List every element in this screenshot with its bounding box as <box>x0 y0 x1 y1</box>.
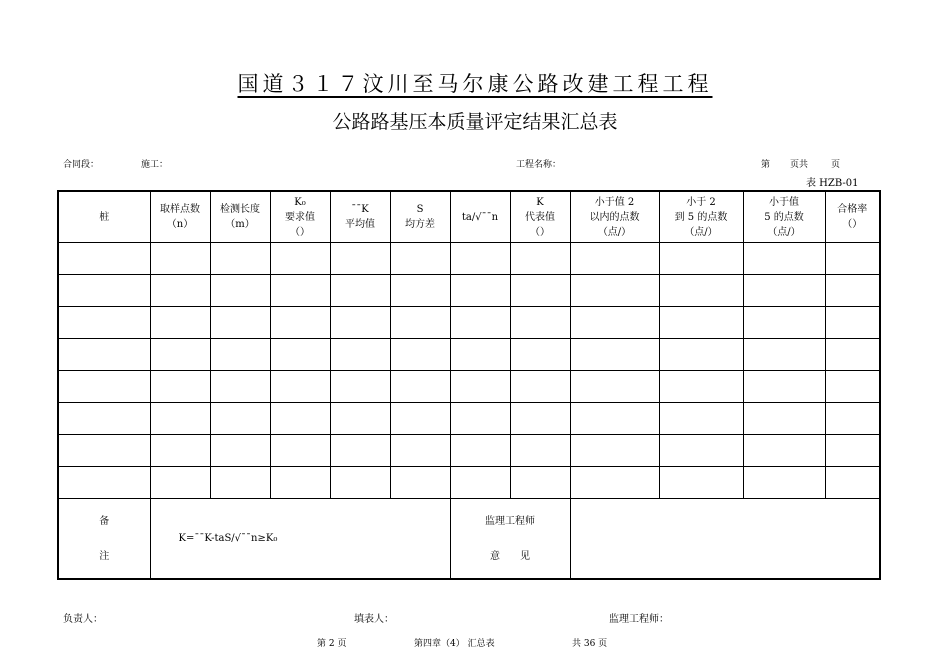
table-row <box>58 243 880 275</box>
table-cell[interactable] <box>743 435 825 467</box>
table-cell[interactable] <box>150 307 210 339</box>
supervisor-cell <box>450 499 570 580</box>
table-cell[interactable] <box>210 275 270 307</box>
table-cell[interactable] <box>450 435 510 467</box>
header-row <box>58 191 880 243</box>
table-cell[interactable] <box>330 467 390 499</box>
header-line: 桩 <box>99 211 110 223</box>
table-cell[interactable] <box>270 307 330 339</box>
header-line: 检测长度 <box>220 204 260 215</box>
table-cell[interactable] <box>210 435 270 467</box>
table-cell[interactable] <box>390 275 450 307</box>
header-line: （n） <box>166 219 194 230</box>
table-row <box>58 435 880 467</box>
header-line: 5 的点数 <box>764 211 804 223</box>
table-cell[interactable] <box>659 435 743 467</box>
header-cell <box>825 191 880 243</box>
table-cell[interactable] <box>390 435 450 467</box>
table-cell[interactable] <box>210 307 270 339</box>
table-cell[interactable] <box>210 339 270 371</box>
contract-label: 合同段： <box>63 160 100 170</box>
table-cell[interactable] <box>825 339 880 371</box>
header-line: K <box>536 196 544 208</box>
header-cell <box>150 191 210 243</box>
table-cell[interactable] <box>743 307 825 339</box>
supervisor-label: 监理工程师 <box>485 515 535 527</box>
footer-responsible: 负责人： <box>63 614 103 625</box>
page-number: 第 2 页 <box>317 639 347 649</box>
table-cell[interactable] <box>210 403 270 435</box>
table-cell[interactable] <box>570 275 659 307</box>
header-line: 小于值 2 <box>594 196 635 208</box>
table-cell[interactable] <box>825 307 880 339</box>
header-cell <box>390 191 450 243</box>
page-label-3: 页 <box>831 160 841 170</box>
table-cell[interactable] <box>270 275 330 307</box>
table-cell[interactable] <box>510 403 570 435</box>
header-line: 以内的点数 <box>589 211 640 223</box>
header-line: ¯¯K <box>351 204 369 215</box>
header-line: 要求值 <box>285 211 315 223</box>
table-cell[interactable] <box>510 467 570 499</box>
header-line: （点/） <box>597 226 632 238</box>
table-cell[interactable] <box>570 243 659 275</box>
header-line: 小于值 <box>769 196 799 208</box>
summary-table <box>57 190 881 580</box>
table-cell[interactable] <box>330 275 390 307</box>
header-line: ta/√¯¯n <box>461 211 499 223</box>
table-cell[interactable] <box>570 371 659 403</box>
table-cell[interactable] <box>270 403 330 435</box>
table-cell[interactable] <box>659 467 743 499</box>
form-subtitle: 公路路基压本质量评定结果汇总表 <box>332 111 618 133</box>
table-cell[interactable] <box>659 275 743 307</box>
header-cell <box>450 191 510 243</box>
header-line: 平均值 <box>345 219 375 230</box>
table-cell[interactable] <box>450 467 510 499</box>
remark-label-top: 备 <box>99 515 110 527</box>
table-cell[interactable] <box>270 435 330 467</box>
table-cell[interactable] <box>659 243 743 275</box>
table-cell[interactable] <box>210 467 270 499</box>
header-line: （） <box>290 226 310 238</box>
table-cell[interactable] <box>825 371 880 403</box>
page-label-2: 页共 <box>790 160 809 170</box>
table-row <box>58 403 880 435</box>
table-cell[interactable] <box>659 339 743 371</box>
table-cell[interactable] <box>150 403 210 435</box>
header-cell <box>58 191 150 243</box>
remark-row <box>58 499 880 580</box>
table-cell[interactable] <box>510 371 570 403</box>
header-line: 到 5 的点数 <box>674 211 728 223</box>
table-cell[interactable] <box>58 435 150 467</box>
table-cell[interactable] <box>330 339 390 371</box>
table-cell[interactable] <box>150 371 210 403</box>
header-line: 均方差 <box>405 219 435 230</box>
table-cell[interactable] <box>659 307 743 339</box>
form-number: 表 HZB-01 <box>806 178 859 189</box>
chapter-label: 第四章（4） 汇总表 <box>414 639 495 649</box>
table-cell[interactable] <box>210 371 270 403</box>
table-cell[interactable] <box>510 243 570 275</box>
header-line: 代表值 <box>525 211 555 223</box>
document-title: 国道３１７汶川至马尔康公路改建工程工程 <box>237 72 713 96</box>
table-cell[interactable] <box>570 467 659 499</box>
table-cell[interactable] <box>58 339 150 371</box>
remark-label-cell <box>58 499 150 580</box>
table-cell[interactable] <box>450 371 510 403</box>
table-cell[interactable] <box>150 467 210 499</box>
header-line: 小于 2 <box>686 196 716 208</box>
table-cell[interactable] <box>825 275 880 307</box>
table-cell[interactable] <box>270 339 330 371</box>
header-line: 取样点数 <box>160 204 200 215</box>
table-cell[interactable] <box>743 339 825 371</box>
table-cell[interactable] <box>270 371 330 403</box>
table-row <box>58 339 880 371</box>
table-cell[interactable] <box>390 339 450 371</box>
formula-text: K=¯¯K-taS/√¯¯n≥K₀ <box>178 533 278 544</box>
table-cell[interactable] <box>510 275 570 307</box>
page-label-1: 第 <box>761 160 771 170</box>
header-line: K₀ <box>294 196 306 208</box>
footer-supervisor: 监理工程师： <box>609 614 669 625</box>
table-cell[interactable] <box>659 371 743 403</box>
header-line: （） <box>842 219 863 230</box>
table-cell[interactable] <box>150 243 210 275</box>
table-cell[interactable] <box>58 243 150 275</box>
table-cell[interactable] <box>150 339 210 371</box>
table-cell[interactable] <box>390 403 450 435</box>
table-cell[interactable] <box>570 307 659 339</box>
header-line: S <box>416 204 424 215</box>
table-cell[interactable] <box>330 403 390 435</box>
table-cell[interactable] <box>330 435 390 467</box>
table-cell[interactable] <box>330 307 390 339</box>
opinion-label: 意 见 <box>490 550 530 562</box>
opinion-cell[interactable] <box>570 499 880 580</box>
table-cell[interactable] <box>270 243 330 275</box>
table-cell[interactable] <box>58 467 150 499</box>
table-cell[interactable] <box>450 339 510 371</box>
table-cell[interactable] <box>58 275 150 307</box>
table-cell[interactable] <box>390 371 450 403</box>
table-cell[interactable] <box>58 371 150 403</box>
table-cell[interactable] <box>150 275 210 307</box>
header-line: （） <box>530 226 550 238</box>
table-cell[interactable] <box>210 243 270 275</box>
table-cell[interactable] <box>825 467 880 499</box>
table-cell[interactable] <box>450 403 510 435</box>
table-cell[interactable] <box>743 467 825 499</box>
table-cell[interactable] <box>510 307 570 339</box>
header-line: （点/） <box>684 226 718 238</box>
table-cell[interactable] <box>510 339 570 371</box>
remark-label-bottom: 注 <box>99 550 110 562</box>
construction-label: 施工： <box>141 160 169 170</box>
header-cell <box>210 191 270 243</box>
header-cell <box>743 191 825 243</box>
table-cell[interactable] <box>270 467 330 499</box>
table-cell[interactable] <box>390 243 450 275</box>
header-cell <box>659 191 743 243</box>
table-cell[interactable] <box>58 403 150 435</box>
header-cell <box>570 191 659 243</box>
table-cell[interactable] <box>743 403 825 435</box>
footer-filler: 填表人： <box>354 614 394 625</box>
table-cell[interactable] <box>450 275 510 307</box>
table-cell[interactable] <box>825 435 880 467</box>
table-cell[interactable] <box>659 403 743 435</box>
project-name-label: 工程名称： <box>516 160 562 170</box>
page-total: 共 36 页 <box>572 639 608 649</box>
table-cell[interactable] <box>743 371 825 403</box>
table-cell[interactable] <box>330 371 390 403</box>
table-cell[interactable] <box>743 243 825 275</box>
table-cell[interactable] <box>570 435 659 467</box>
table-row <box>58 275 880 307</box>
header-line: （点/） <box>767 226 801 238</box>
header-line: 合格率 <box>837 204 868 215</box>
table-cell[interactable] <box>570 403 659 435</box>
table-cell[interactable] <box>390 467 450 499</box>
table-cell[interactable] <box>450 243 510 275</box>
table-cell[interactable] <box>570 339 659 371</box>
table-row <box>58 467 880 499</box>
header-line: （m） <box>225 219 255 230</box>
table-cell[interactable] <box>330 243 390 275</box>
table-cell[interactable] <box>58 307 150 339</box>
header-cell <box>270 191 330 243</box>
table-cell[interactable] <box>510 435 570 467</box>
table-cell[interactable] <box>450 307 510 339</box>
table-cell[interactable] <box>390 307 450 339</box>
header-cell <box>510 191 570 243</box>
table-cell[interactable] <box>825 403 880 435</box>
table-cell[interactable] <box>825 243 880 275</box>
table-row <box>58 371 880 403</box>
header-cell <box>330 191 390 243</box>
table-cell[interactable] <box>150 435 210 467</box>
table-row <box>58 307 880 339</box>
formula-cell <box>150 499 450 580</box>
table-cell[interactable] <box>743 275 825 307</box>
